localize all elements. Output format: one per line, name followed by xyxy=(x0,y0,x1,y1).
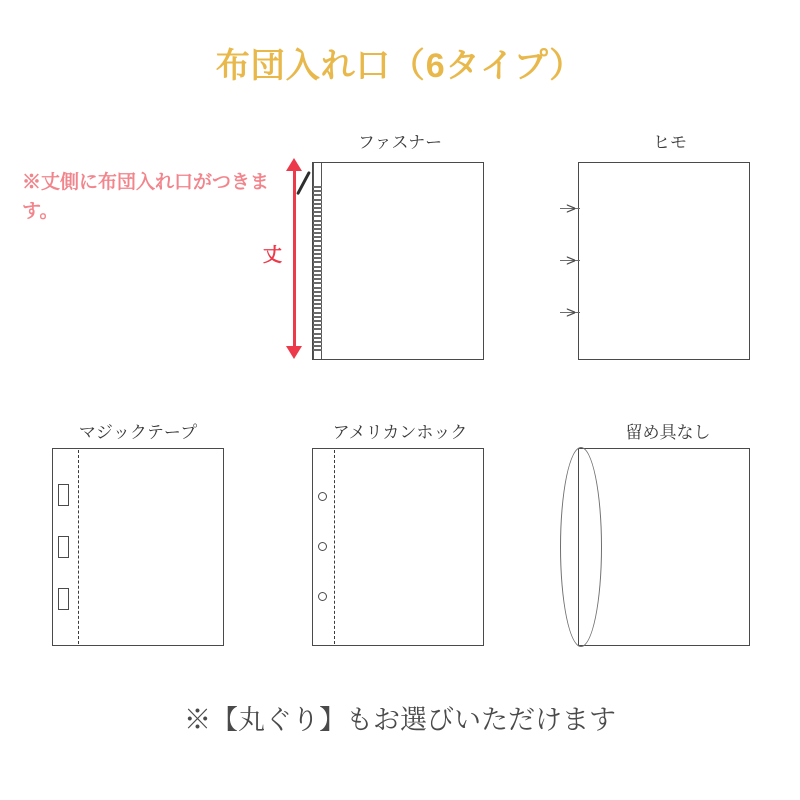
panel-label-snap: アメリカンホック xyxy=(332,423,468,442)
snap-dot xyxy=(318,492,327,501)
tie-chevron-icon: > xyxy=(566,199,576,218)
snap-dot xyxy=(318,592,327,601)
velcro-tab xyxy=(58,588,69,610)
panel-box-ties xyxy=(578,162,750,360)
panel-label-zipper: ファスナー xyxy=(357,133,443,152)
height-arrow-head-bottom xyxy=(286,346,302,359)
side-note: ※丈側に布団入れ口がつきます。 xyxy=(22,172,270,223)
panel-label-none: 留め具なし xyxy=(625,423,711,442)
footer-note: ※【丸ぐり】もお選びいただけます xyxy=(184,705,616,735)
fold-dash-line xyxy=(334,450,335,644)
fold-dash-line xyxy=(78,450,79,644)
tie-chevron-icon: > xyxy=(566,251,576,270)
panel-box-none xyxy=(578,448,750,646)
height-arrow-line xyxy=(293,170,296,348)
panel-box-zipper xyxy=(312,162,484,360)
tie-chevron-icon: > xyxy=(566,303,576,322)
page-title: 布団入れ口（6タイプ） xyxy=(215,47,585,85)
zipper-pull-icon xyxy=(296,171,311,195)
panel-label-ties: ヒモ xyxy=(653,133,687,152)
height-arrow-label: 丈 xyxy=(263,245,283,266)
snap-dot xyxy=(318,542,327,551)
panel-label-velcro: マジックテープ xyxy=(78,423,198,442)
velcro-tab xyxy=(58,484,69,506)
velcro-tab xyxy=(58,536,69,558)
open-edge-ellipse xyxy=(560,447,602,647)
panel-box-snap xyxy=(312,448,484,646)
zipper-teeth xyxy=(313,186,322,358)
